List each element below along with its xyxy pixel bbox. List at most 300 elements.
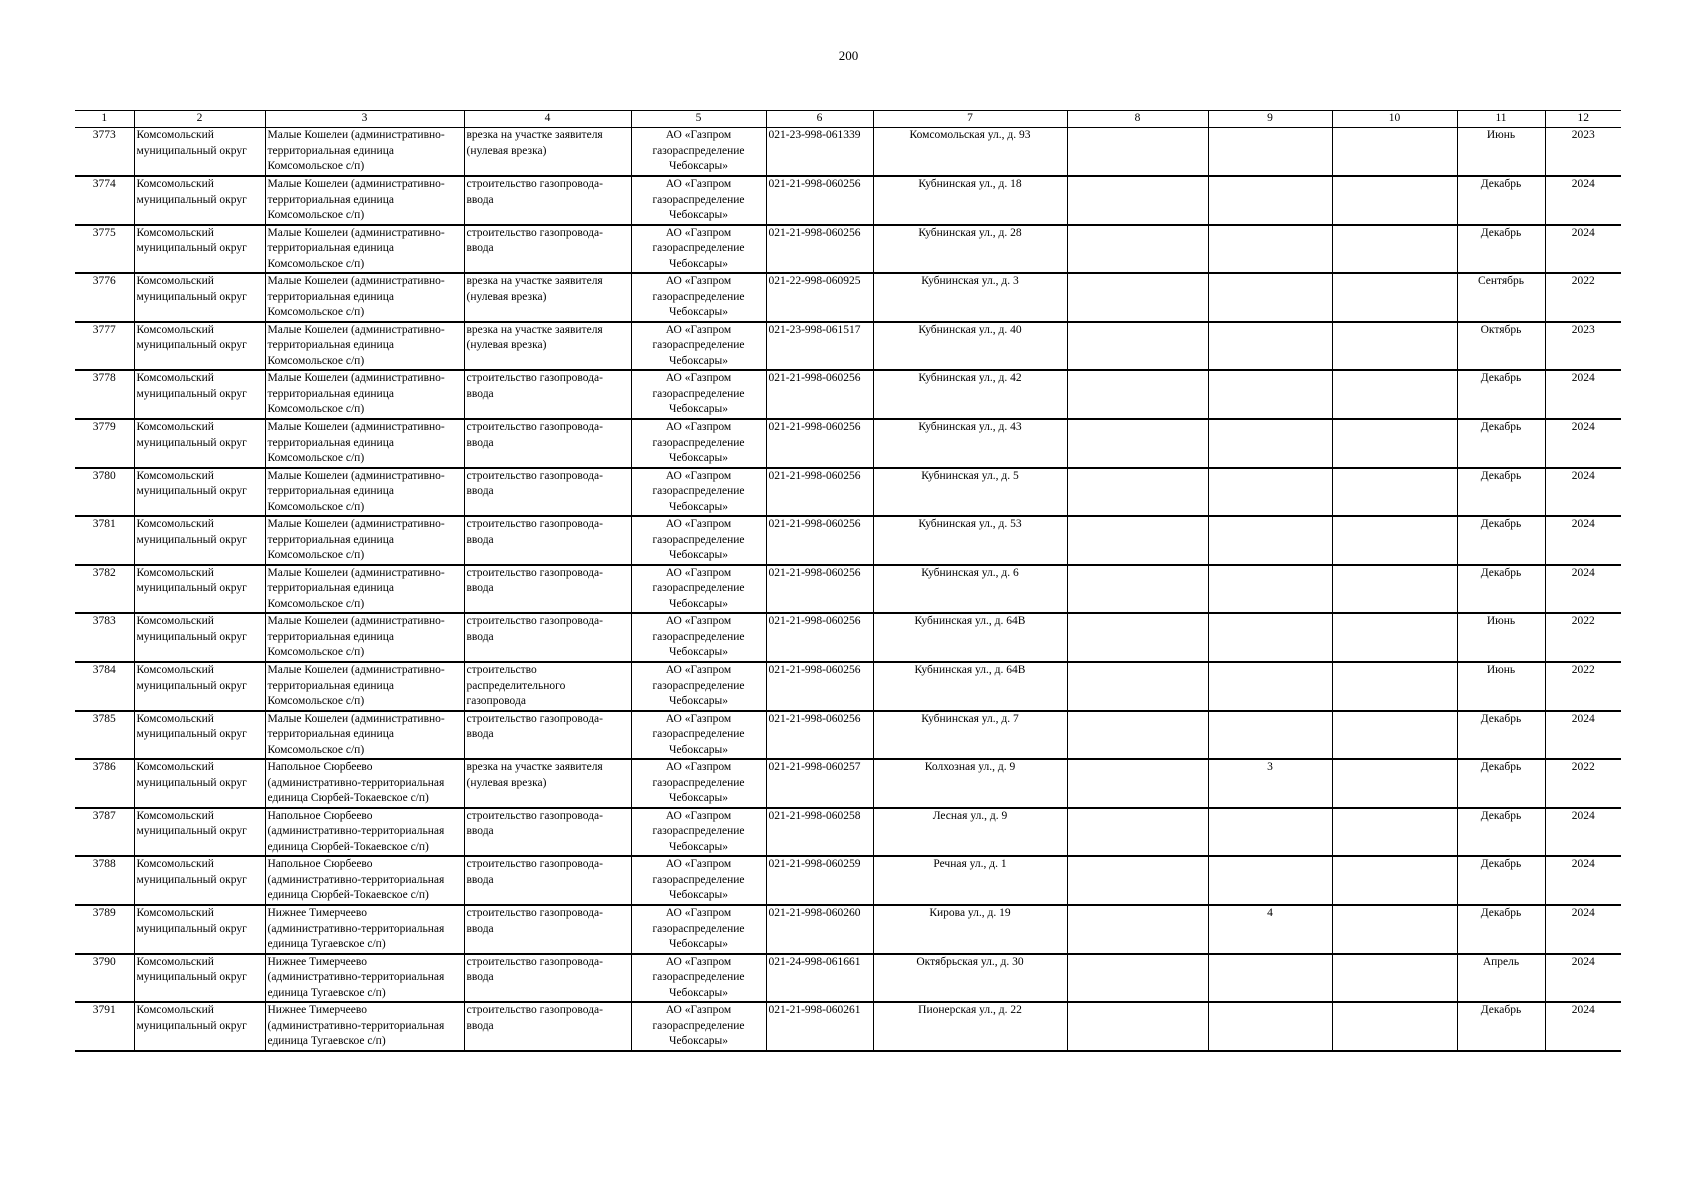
cell-organization <box>631 176 766 225</box>
cell-col-8 <box>1067 954 1208 1003</box>
cell-work-type-line: ввода <box>466 873 494 886</box>
cell-col-10 <box>1332 322 1457 371</box>
column-number-header-row <box>75 111 1621 128</box>
cell-row-number: 3785 <box>75 711 134 760</box>
cell-col-8 <box>1067 370 1208 419</box>
cell-registry-code: 021-21-998-060256 <box>766 711 873 760</box>
cell-district <box>134 176 265 225</box>
cell-col-8 <box>1067 856 1208 905</box>
cell-organization-line: АО «Газпром <box>665 469 732 482</box>
cell-district <box>134 322 265 371</box>
cell-registry-code: 021-23-998-061517 <box>766 322 873 371</box>
cell-locality-line: Малые Кошелеи (административно- <box>267 178 445 191</box>
cell-organization-line: АО «Газпром <box>665 275 732 288</box>
cell-district-line: Комсомольский <box>136 372 214 385</box>
cell-organization-line: АО «Газпром <box>665 1004 732 1017</box>
cell-organization-line: АО «Газпром <box>665 955 732 968</box>
cell-col-8 <box>1067 128 1208 177</box>
cell-organization-line: Чебоксары» <box>668 354 729 367</box>
cell-work-type <box>464 711 631 760</box>
cell-organization-line: АО «Газпром <box>665 712 732 725</box>
cell-col-8 <box>1067 322 1208 371</box>
cell-work-type-line: строительство газопровода- <box>466 566 603 579</box>
cell-district-line: муниципальный округ <box>136 922 247 935</box>
cell-col-9 <box>1208 856 1332 905</box>
cell-district <box>134 225 265 274</box>
cell-registry-code: 021-21-998-060256 <box>766 662 873 711</box>
cell-col-10 <box>1332 1002 1457 1051</box>
cell-work-type-line: строительство газопровода- <box>466 178 603 191</box>
cell-work-type-line: газопровода <box>466 695 526 708</box>
cell-col-8 <box>1067 759 1208 808</box>
cell-locality-line: Комсомольское с/п) <box>267 306 365 319</box>
cell-locality-line: (административно-территориальная <box>267 1019 445 1032</box>
cell-work-type-line: ввода <box>466 485 494 498</box>
cell-district-line: Комсомольский <box>136 761 214 774</box>
cell-locality-line: территориальная единица <box>267 290 394 303</box>
cell-locality-line: Нижнее Тимерчеево <box>267 907 367 919</box>
cell-col-9 <box>1208 565 1332 614</box>
cell-district-line: муниципальный округ <box>136 193 247 206</box>
cell-col-10 <box>1332 662 1457 711</box>
cell-work-type <box>464 808 631 857</box>
table-row <box>75 856 1621 905</box>
cell-address: Колхозная ул., д. 9 <box>873 759 1067 808</box>
cell-work-type <box>464 662 631 711</box>
cell-col-8 <box>1067 516 1208 565</box>
cell-address: Кубнинская ул., д. 5 <box>873 468 1067 517</box>
cell-district-line: Комсомольский <box>136 566 214 579</box>
cell-address: Кубнинская ул., д. 18 <box>873 176 1067 225</box>
cell-organization-line: газораспределение <box>652 533 745 546</box>
cell-organization-line: Чебоксары» <box>668 597 729 610</box>
cell-work-type-line: (нулевая врезка) <box>466 776 547 789</box>
cell-work-type-line: ввода <box>466 825 494 838</box>
cell-district-line: Комсомольский <box>136 518 214 531</box>
cell-month: Декабрь <box>1457 225 1545 274</box>
cell-year: 2024 <box>1545 954 1621 1003</box>
cell-locality <box>265 419 464 468</box>
cell-district-line: Комсомольский <box>136 129 214 141</box>
cell-organization-line: Чебоксары» <box>668 743 729 756</box>
cell-work-type <box>464 516 631 565</box>
cell-work-type-line: ввода <box>466 728 494 741</box>
cell-locality-line: Малые Кошелеи (административно- <box>267 129 445 141</box>
cell-organization <box>631 662 766 711</box>
table-row <box>75 905 1621 954</box>
cell-locality-line: территориальная единица <box>267 582 394 595</box>
cell-year: 2024 <box>1545 565 1621 614</box>
cell-year: 2024 <box>1545 711 1621 760</box>
cell-locality-line: Малые Кошелеи (административно- <box>267 615 445 628</box>
cell-locality-line: Комсомольское с/п) <box>267 500 365 513</box>
cell-work-type-line: врезка на участке заявителя <box>466 275 603 288</box>
cell-organization-line: газораспределение <box>652 436 745 449</box>
table-row <box>75 1002 1621 1051</box>
cell-year: 2024 <box>1545 808 1621 857</box>
cell-locality <box>265 273 464 322</box>
cell-organization-line: Чебоксары» <box>668 840 729 853</box>
gas-connection-registry-table <box>75 110 1621 1052</box>
cell-year: 2022 <box>1545 613 1621 662</box>
cell-year: 2024 <box>1545 516 1621 565</box>
cell-district-line: муниципальный округ <box>136 242 247 255</box>
cell-row-number: 3775 <box>75 225 134 274</box>
cell-work-type-line: ввода <box>466 193 494 206</box>
cell-row-number: 3787 <box>75 808 134 857</box>
cell-work-type-line: строительство газопровода- <box>466 469 603 482</box>
cell-organization-line: Чебоксары» <box>668 403 729 416</box>
cell-organization-line: газораспределение <box>652 339 745 352</box>
cell-organization-line: Чебоксары» <box>668 1035 729 1048</box>
cell-month: Декабрь <box>1457 759 1545 808</box>
cell-organization-line: газораспределение <box>652 387 745 400</box>
cell-district <box>134 128 265 177</box>
cell-address: Кубнинская ул., д. 64В <box>873 613 1067 662</box>
cell-district <box>134 905 265 954</box>
cell-district <box>134 613 265 662</box>
cell-locality-line: территориальная единица <box>267 242 394 255</box>
cell-address: Октябрьская ул., д. 30 <box>873 954 1067 1003</box>
cell-organization-line: АО «Газпром <box>665 372 732 385</box>
cell-locality-line: Комсомольское с/п) <box>267 695 365 708</box>
cell-col-8 <box>1067 613 1208 662</box>
table-row <box>75 565 1621 614</box>
cell-col-9: 4 <box>1208 905 1332 954</box>
cell-organization-line: Чебоксары» <box>668 695 729 708</box>
cell-work-type <box>464 905 631 954</box>
table-row <box>75 225 1621 274</box>
cell-col-9 <box>1208 273 1332 322</box>
cell-organization-line: АО «Газпром <box>665 761 732 774</box>
cell-row-number: 3780 <box>75 468 134 517</box>
cell-month: Декабрь <box>1457 176 1545 225</box>
cell-locality-line: единица Тугаевское с/п) <box>267 1035 386 1048</box>
cell-organization-line: газораспределение <box>652 630 745 643</box>
cell-district-line: муниципальный округ <box>136 728 247 741</box>
cell-row-number: 3783 <box>75 613 134 662</box>
cell-col-8 <box>1067 711 1208 760</box>
cell-locality-line: Комсомольское с/п) <box>267 160 365 172</box>
cell-district <box>134 662 265 711</box>
cell-work-type-line: строительство газопровода- <box>466 809 603 822</box>
cell-work-type <box>464 370 631 419</box>
cell-district <box>134 516 265 565</box>
cell-locality-line: территориальная единица <box>267 436 394 449</box>
cell-district-line: Комсомольский <box>136 275 214 288</box>
cell-district <box>134 419 265 468</box>
cell-organization-line: газораспределение <box>652 922 745 935</box>
cell-col-10 <box>1332 273 1457 322</box>
cell-row-number: 3791 <box>75 1002 134 1051</box>
cell-work-type-line: врезка на участке заявителя <box>466 761 603 774</box>
cell-locality <box>265 322 464 371</box>
cell-organization <box>631 954 766 1003</box>
cell-col-10 <box>1332 613 1457 662</box>
column-header: 2 <box>134 111 265 128</box>
cell-organization <box>631 225 766 274</box>
cell-organization-line: газораспределение <box>652 825 745 838</box>
table-row <box>75 322 1621 371</box>
cell-locality <box>265 856 464 905</box>
cell-locality-line: Комсомольское с/п) <box>267 403 365 416</box>
cell-year: 2022 <box>1545 662 1621 711</box>
cell-organization-line: газораспределение <box>652 144 745 157</box>
cell-col-9 <box>1208 954 1332 1003</box>
cell-organization-line: Чебоксары» <box>668 646 729 659</box>
cell-year: 2022 <box>1545 759 1621 808</box>
cell-address: Кубнинская ул., д. 53 <box>873 516 1067 565</box>
cell-organization-line: АО «Газпром <box>665 566 732 579</box>
cell-locality-line: (административно-территориальная <box>267 776 445 789</box>
cell-month: Декабрь <box>1457 516 1545 565</box>
cell-address: Кирова ул., д. 19 <box>873 905 1067 954</box>
cell-organization <box>631 808 766 857</box>
table-row <box>75 370 1621 419</box>
cell-organization <box>631 565 766 614</box>
cell-organization-line: газораспределение <box>652 485 745 498</box>
cell-locality-line: (административно-территориальная <box>267 825 445 838</box>
cell-locality-line: единица Сюрбей-Токаевское с/п) <box>267 792 429 805</box>
cell-locality-line: Малые Кошелеи (административно- <box>267 226 445 239</box>
cell-locality <box>265 711 464 760</box>
table-row <box>75 516 1621 565</box>
column-header: 9 <box>1208 111 1332 128</box>
cell-year: 2024 <box>1545 905 1621 954</box>
cell-district <box>134 565 265 614</box>
cell-row-number: 3776 <box>75 273 134 322</box>
cell-organization-line: газораспределение <box>652 193 745 206</box>
cell-district-line: Комсомольский <box>136 323 214 336</box>
cell-address: Кубнинская ул., д. 42 <box>873 370 1067 419</box>
cell-col-9 <box>1208 516 1332 565</box>
cell-registry-code: 021-21-998-060256 <box>766 516 873 565</box>
cell-district-line: муниципальный округ <box>136 679 247 692</box>
cell-col-10 <box>1332 565 1457 614</box>
cell-district-line: Комсомольский <box>136 615 214 628</box>
column-header: 3 <box>265 111 464 128</box>
cell-row-number: 3789 <box>75 905 134 954</box>
cell-year: 2024 <box>1545 468 1621 517</box>
cell-organization <box>631 370 766 419</box>
cell-work-type <box>464 613 631 662</box>
cell-col-9 <box>1208 128 1332 177</box>
cell-district-line: муниципальный округ <box>136 825 247 838</box>
cell-locality-line: территориальная единица <box>267 679 394 692</box>
cell-district-line: Комсомольский <box>136 858 214 871</box>
table-row <box>75 954 1621 1003</box>
cell-work-type-line: строительство газопровода- <box>466 615 603 628</box>
cell-work-type <box>464 468 631 517</box>
cell-work-type <box>464 1002 631 1051</box>
cell-locality <box>265 468 464 517</box>
cell-district-line: муниципальный округ <box>136 1019 247 1032</box>
cell-registry-code: 021-21-998-060256 <box>766 370 873 419</box>
cell-col-8 <box>1067 808 1208 857</box>
cell-work-type-line: строительство газопровода- <box>466 907 603 919</box>
cell-district <box>134 856 265 905</box>
cell-organization-line: Чебоксары» <box>668 792 729 805</box>
cell-district-line: Комсомольский <box>136 907 214 919</box>
column-header: 10 <box>1332 111 1457 128</box>
cell-locality-line: Напольное Сюрбеево <box>267 761 373 774</box>
cell-organization-line: газораспределение <box>652 873 745 886</box>
cell-col-8 <box>1067 176 1208 225</box>
cell-month: Июнь <box>1457 128 1545 177</box>
cell-district-line: Комсомольский <box>136 1004 214 1017</box>
cell-locality-line: единица Тугаевское с/п) <box>267 938 386 950</box>
cell-locality-line: Комсомольское с/п) <box>267 743 365 756</box>
cell-col-9 <box>1208 370 1332 419</box>
cell-col-10 <box>1332 759 1457 808</box>
cell-locality <box>265 516 464 565</box>
cell-locality-line: Малые Кошелеи (административно- <box>267 469 445 482</box>
cell-organization-line: Чебоксары» <box>668 257 729 270</box>
cell-organization-line: Чебоксары» <box>668 500 729 513</box>
cell-row-number: 3782 <box>75 565 134 614</box>
cell-work-type-line: ввода <box>466 922 494 935</box>
cell-row-number: 3786 <box>75 759 134 808</box>
cell-locality-line: территориальная единица <box>267 339 394 352</box>
cell-work-type-line: (нулевая врезка) <box>466 144 547 157</box>
cell-work-type-line: ввода <box>466 533 494 546</box>
cell-address: Кубнинская ул., д. 28 <box>873 225 1067 274</box>
cell-district-line: муниципальный округ <box>136 485 247 498</box>
cell-organization-line: газораспределение <box>652 728 745 741</box>
cell-registry-code: 021-21-998-060257 <box>766 759 873 808</box>
cell-work-type <box>464 273 631 322</box>
cell-locality-line: Комсомольское с/п) <box>267 549 365 562</box>
cell-district-line: Комсомольский <box>136 226 214 239</box>
cell-locality-line: единица Сюрбей-Токаевское с/п) <box>267 840 429 853</box>
cell-locality-line: Малые Кошелеи (административно- <box>267 664 445 677</box>
cell-col-9: 3 <box>1208 759 1332 808</box>
cell-district <box>134 468 265 517</box>
cell-organization-line: газораспределение <box>652 582 745 595</box>
cell-organization <box>631 613 766 662</box>
cell-organization <box>631 468 766 517</box>
cell-month: Июнь <box>1457 662 1545 711</box>
cell-col-8 <box>1067 225 1208 274</box>
cell-month: Декабрь <box>1457 419 1545 468</box>
cell-locality <box>265 565 464 614</box>
cell-work-type <box>464 419 631 468</box>
column-header: 5 <box>631 111 766 128</box>
cell-work-type-line: ввода <box>466 582 494 595</box>
cell-district-line: муниципальный округ <box>136 436 247 449</box>
cell-month: Декабрь <box>1457 565 1545 614</box>
cell-year: 2024 <box>1545 370 1621 419</box>
cell-organization <box>631 856 766 905</box>
cell-col-8 <box>1067 565 1208 614</box>
cell-work-type-line: строительство газопровода- <box>466 372 603 385</box>
cell-organization <box>631 759 766 808</box>
cell-year: 2024 <box>1545 225 1621 274</box>
cell-work-type <box>464 759 631 808</box>
table-row <box>75 468 1621 517</box>
cell-address: Кубнинская ул., д. 64В <box>873 662 1067 711</box>
cell-month: Декабрь <box>1457 808 1545 857</box>
cell-col-10 <box>1332 954 1457 1003</box>
cell-col-8 <box>1067 1002 1208 1051</box>
cell-district-line: Комсомольский <box>136 421 214 434</box>
cell-work-type-line: ввода <box>466 630 494 643</box>
cell-organization-line: АО «Газпром <box>665 615 732 628</box>
cell-work-type <box>464 856 631 905</box>
cell-organization-line: АО «Газпром <box>665 226 732 239</box>
cell-locality <box>265 613 464 662</box>
cell-organization-line: газораспределение <box>652 971 745 984</box>
cell-registry-code: 021-24-998-061661 <box>766 954 873 1003</box>
cell-row-number: 3790 <box>75 954 134 1003</box>
cell-locality-line: Нижнее Тимерчеево <box>267 955 367 968</box>
cell-col-8 <box>1067 662 1208 711</box>
cell-col-9 <box>1208 1002 1332 1051</box>
cell-organization-line: Чебоксары» <box>668 452 729 465</box>
cell-col-10 <box>1332 419 1457 468</box>
cell-organization-line: АО «Газпром <box>665 129 732 141</box>
cell-organization-line: Чебоксары» <box>668 209 729 222</box>
cell-work-type <box>464 322 631 371</box>
cell-district-line: муниципальный округ <box>136 873 247 886</box>
cell-work-type <box>464 225 631 274</box>
column-header: 8 <box>1067 111 1208 128</box>
column-header: 4 <box>464 111 631 128</box>
cell-organization-line: газораспределение <box>652 1019 745 1032</box>
cell-locality-line: территориальная единица <box>267 387 394 400</box>
cell-organization-line: Чебоксары» <box>668 986 729 999</box>
cell-work-type-line: строительство газопровода- <box>466 858 603 871</box>
cell-organization <box>631 128 766 177</box>
cell-locality-line: Комсомольское с/п) <box>267 354 365 367</box>
cell-locality <box>265 176 464 225</box>
cell-organization-line: газораспределение <box>652 242 745 255</box>
cell-locality-line: единица Сюрбей-Токаевское с/п) <box>267 889 429 902</box>
cell-district <box>134 808 265 857</box>
cell-address: Комсомольская ул., д. 93 <box>873 128 1067 177</box>
cell-year: 2024 <box>1545 176 1621 225</box>
cell-work-type-line: строительство газопровода- <box>466 226 603 239</box>
cell-work-type-line: строительство газопровода- <box>466 421 603 434</box>
cell-organization-line: АО «Газпром <box>665 518 732 531</box>
cell-col-10 <box>1332 370 1457 419</box>
cell-locality <box>265 662 464 711</box>
cell-district-line: Комсомольский <box>136 664 214 677</box>
cell-locality <box>265 128 464 177</box>
cell-locality-line: единица Тугаевское с/п) <box>267 986 386 999</box>
cell-organization-line: газораспределение <box>652 679 745 692</box>
cell-work-type-line: ввода <box>466 971 494 984</box>
cell-month: Декабрь <box>1457 905 1545 954</box>
column-header: 6 <box>766 111 873 128</box>
table-row <box>75 128 1621 177</box>
cell-col-10 <box>1332 176 1457 225</box>
table-row <box>75 711 1621 760</box>
cell-locality-line: Малые Кошелеи (административно- <box>267 323 445 336</box>
cell-organization-line: Чебоксары» <box>668 889 729 902</box>
cell-locality-line: территориальная единица <box>267 728 394 741</box>
cell-district-line: муниципальный округ <box>136 971 247 984</box>
cell-col-9 <box>1208 419 1332 468</box>
cell-address: Кубнинская ул., д. 3 <box>873 273 1067 322</box>
table-row <box>75 176 1621 225</box>
cell-district <box>134 759 265 808</box>
cell-col-10 <box>1332 128 1457 177</box>
registry-body <box>75 128 1621 1051</box>
cell-district-line: Комсомольский <box>136 712 214 725</box>
cell-col-9 <box>1208 662 1332 711</box>
cell-district-line: муниципальный округ <box>136 290 247 303</box>
